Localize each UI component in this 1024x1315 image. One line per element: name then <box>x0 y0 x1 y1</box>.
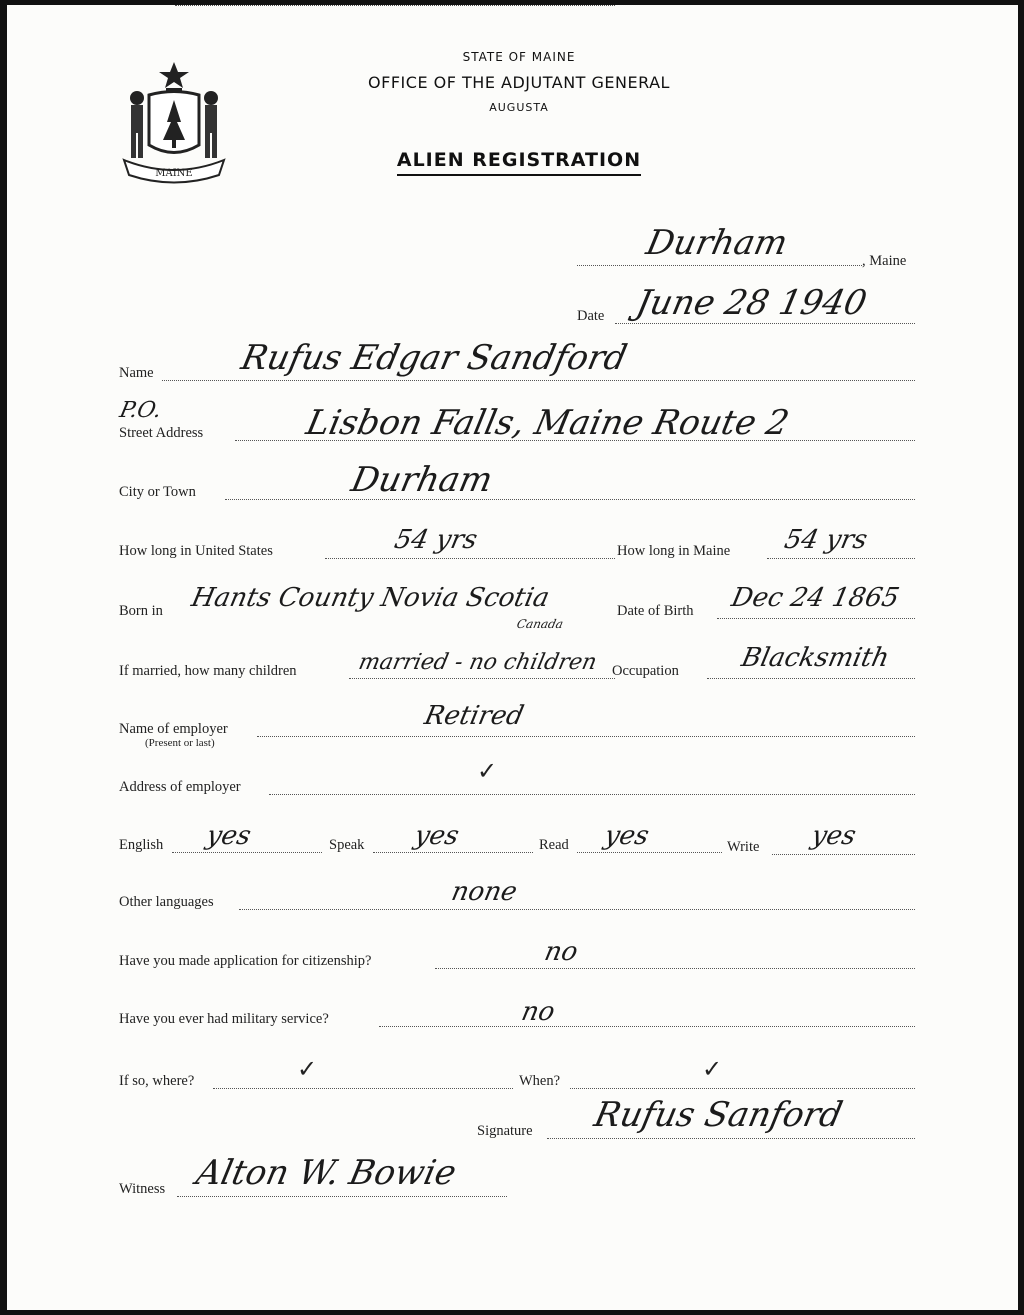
when-label: When? <box>519 1073 561 1089</box>
address-entry: Lisbon Falls, Maine Route 2 <box>302 403 793 443</box>
years-us-entry: 54 yrs <box>391 525 481 555</box>
other-languages-label: Other languages <box>119 894 214 910</box>
years-maine-entry: 54 yrs <box>781 525 871 555</box>
how-long-maine-label: How long in Maine <box>617 543 731 559</box>
write-label: Write <box>727 839 760 855</box>
military-label: Have you ever had military service? <box>119 1011 329 1027</box>
write-entry: yes <box>808 821 859 851</box>
name-entry: Rufus Edgar Sandford <box>237 338 631 378</box>
military-entry: no <box>518 997 558 1027</box>
employer-label: Name of employer <box>119 721 228 737</box>
citizenship-label: Have you made application for citizenship? <box>119 953 372 969</box>
english-label: English <box>119 837 164 853</box>
date-entry: June 28 1940 <box>632 283 871 323</box>
header-city: AUGUSTA <box>489 101 549 114</box>
header-office: OFFICE OF THE ADJUTANT GENERAL <box>368 73 670 92</box>
born-in-entry: Hants County Novia Scotia <box>188 583 553 613</box>
citizenship-entry: no <box>541 937 581 967</box>
signature-entry: Rufus Sanford <box>590 1095 847 1135</box>
date-of-birth-entry: Dec 24 1865 <box>728 583 902 613</box>
maine-label: , Maine <box>862 253 907 269</box>
employer-address-label: Address of employer <box>119 779 241 795</box>
how-long-us-label: How long in United States <box>119 543 273 559</box>
employer-address-check-icon: ✓ <box>477 759 498 785</box>
where-check-icon: ✓ <box>297 1057 318 1083</box>
town-entry: Durham <box>642 223 792 263</box>
employer-sub-label: (Present or last) <box>145 737 215 749</box>
street-address-label: Street Address <box>119 425 204 441</box>
other-languages-entry: none <box>448 877 520 907</box>
where-label: If so, where? <box>119 1073 195 1089</box>
city-entry: Durham <box>347 460 497 500</box>
english-entry: yes <box>203 821 254 851</box>
form-title: ALIEN REGISTRATION <box>7 149 1024 171</box>
occupation-label: Occupation <box>612 663 679 679</box>
children-label: If married, how many children <box>119 663 297 679</box>
read-label: Read <box>539 837 569 853</box>
witness-entry: Alton W. Bowie <box>192 1153 460 1193</box>
city-label: City or Town <box>119 484 196 500</box>
born-in-label: Born in <box>119 603 163 619</box>
po-annotation: P.O. <box>117 398 164 423</box>
children-entry: married - no children <box>356 650 599 675</box>
employer-entry: Retired <box>421 701 527 731</box>
header-state: STATE OF MAINE <box>462 50 576 64</box>
speak-entry: yes <box>411 821 462 851</box>
read-entry: yes <box>601 821 652 851</box>
svg-text:MAINE: MAINE <box>155 168 193 179</box>
when-check-icon: ✓ <box>702 1057 723 1083</box>
date-of-birth-label: Date of Birth <box>617 603 694 619</box>
name-label: Name <box>119 365 154 381</box>
signature-label: Signature <box>477 1123 533 1139</box>
occupation-entry: Blacksmith <box>738 643 892 673</box>
date-label: Date <box>577 308 605 324</box>
born-in-country-entry: Canada <box>515 617 565 631</box>
speak-label: Speak <box>329 837 365 853</box>
witness-label: Witness <box>119 1181 166 1197</box>
